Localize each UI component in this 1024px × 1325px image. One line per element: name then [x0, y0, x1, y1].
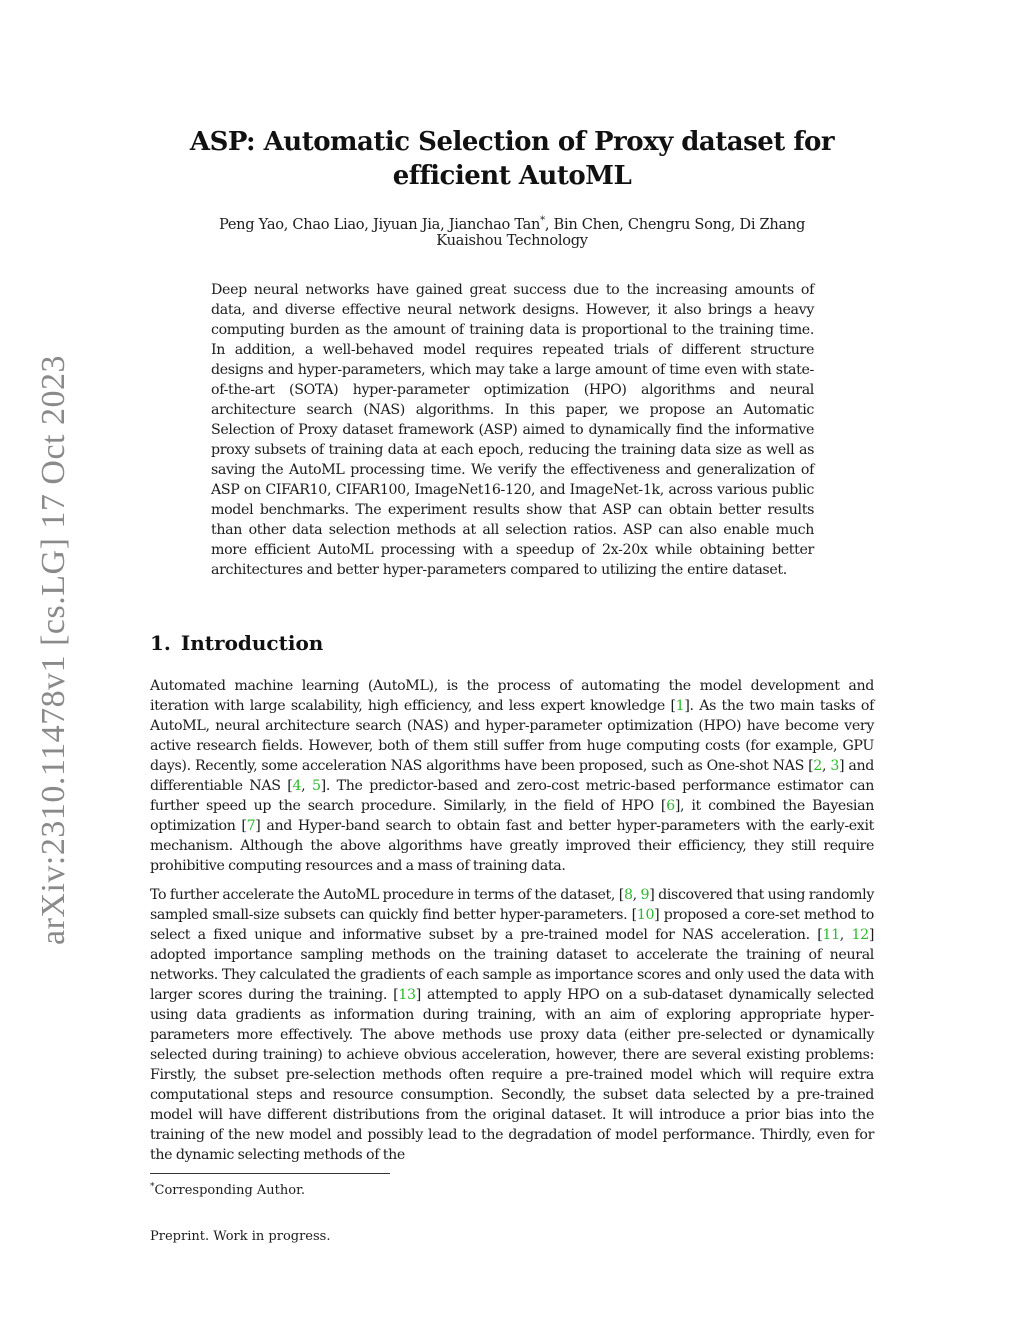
section-number: 1.	[150, 631, 171, 655]
arxiv-side-stamp: arXiv:2310.11478v1 [cs.LG] 17 Oct 2023	[35, 355, 72, 945]
intro-paragraph-2: To further accelerate the AutoML procedure in terms of the dataset, [8, 9] discovered that using randomly sampled small-size subsets can quickly find better hyper-parameters. [10] proposed a core-set method to select a fixed unique and informative subset by a pre-trained model for NAS acceleration. [11, 12] adopted importance sampling methods on the training dataset to accelerate the training of neural networks. They calculated the gradients of each sample as importance scores and only used the data with larger scores during the training. [13] attempted to apply HPO on a sub-dataset dynamically selected using data gradients as information during training, with an aim of exploring appropriate hyper-parameters more effectively. The above methods use proxy data (either pre-selected or dynamically selected during training) to achieve obvious acceleration, however, there are several existing problems: Firstly, the subset pre-selection methods often require a pre-trained model which will require extra computational steps and resource consumption. Secondly, the subset data selected by a pre-trained model will have different distributions from the original dataset. It will introduce a prior bias into the training of the new model and possibly lead to the degradation of model performance. Thirdly, even for the dynamic selecting methods of the	[150, 887, 875, 1163]
citation-link[interactable]: 8	[623, 887, 633, 903]
paper-title: ASP: Automatic Selection of Proxy dataset for efficient AutoML	[189, 127, 835, 191]
citation-link[interactable]: 4	[292, 778, 302, 794]
footnote-divider	[150, 1173, 390, 1174]
abstract: Deep neural networks have gained great success due to the increasing amounts of data, and diverse effective neural network designs. However, it also brings a heavy computing burden as the amount of training data is proportional to the training time. In addition, a well-behaved model requires repeated trials of different structure designs and hyper-parameters, which may take a large amount of time even with state-of-the-art (SOTA) hyper-parameter optimization (HPO) algorithms and neural architecture search (NAS) algorithms. In this paper, we propose an Automatic Selection of Proxy dataset framework (ASP) aimed to dynamically find the informative proxy subsets of training data at each epoch, reducing the training data size as well as saving the AutoML processing time. We verify the effectiveness and generalization of ASP on CIFAR10, CIFAR100, ImageNet16-120, and ImageNet-1k, across various public model benchmarks. The experiment results show that ASP can obtain better results than other data selection methods at all selection ratios. ASP can also enable much more efficient AutoML processing with a speedup of 2x-20x while obtaining better architectures and better hyper-parameters compared to utilizing the entire dataset.	[211, 282, 814, 578]
section-title: Introduction	[180, 631, 324, 655]
citation-link[interactable]: 6	[666, 798, 675, 814]
affiliation: Kuaishou Technology	[436, 232, 588, 249]
citation-link[interactable]: 1	[675, 698, 685, 714]
citation-link[interactable]: 9	[640, 887, 650, 903]
citation-link[interactable]: 7	[246, 818, 256, 834]
corresponding-author-mark: *	[540, 215, 545, 226]
authors-after-mark: , Bin Chen, Chengru Song, Di Zhang	[544, 216, 806, 233]
citation-link[interactable]: 3	[830, 758, 839, 774]
footnote-text: Corresponding Author.	[154, 1183, 305, 1198]
footnote-mark: *	[150, 1182, 155, 1192]
citation-link[interactable]: 13	[398, 987, 416, 1003]
section-heading-introduction	[150, 628, 323, 658]
citation-link[interactable]: 12	[851, 927, 869, 943]
authors-before-mark: Peng Yao, Chao Liao, Jiyuan Jia, Jianchao Tan	[218, 216, 541, 233]
citation-link[interactable]: 10	[636, 907, 655, 923]
citation-link[interactable]: 2	[813, 758, 822, 774]
citation-link[interactable]: 5	[311, 778, 321, 794]
preprint-note: Preprint. Work in progress.	[150, 1229, 331, 1244]
footnote	[150, 1178, 305, 1200]
citation-link[interactable]: 11	[822, 927, 840, 943]
intro-paragraph-1: Automated machine learning (AutoML), is the process of automating the model development and iteration with large scalability, high efficiency, and less expert knowledge [1]. As the two main tasks of AutoML, neural architecture search (NAS) and hyper-parameter optimization (HPO) have become very active research fields. However, both of them still suffer from huge computing costs (for example, GPU days). Recently, some acceleration NAS algorithms have been proposed, such as One-shot NAS [2, 3] and differentiable NAS [4, 5]. The predictor-based and zero-cost metric-based performance estimator can further speed up the search procedure. Similarly, in the field of HPO [6], it combined the Bayesian optimization [7] and Hyper-band search to obtain fast and better hyper-parameters with the early-exit mechanism. Although the above algorithms have greatly improved their efficiency, they still require prohibitive computing resources and a mass of training data.	[150, 678, 875, 874]
